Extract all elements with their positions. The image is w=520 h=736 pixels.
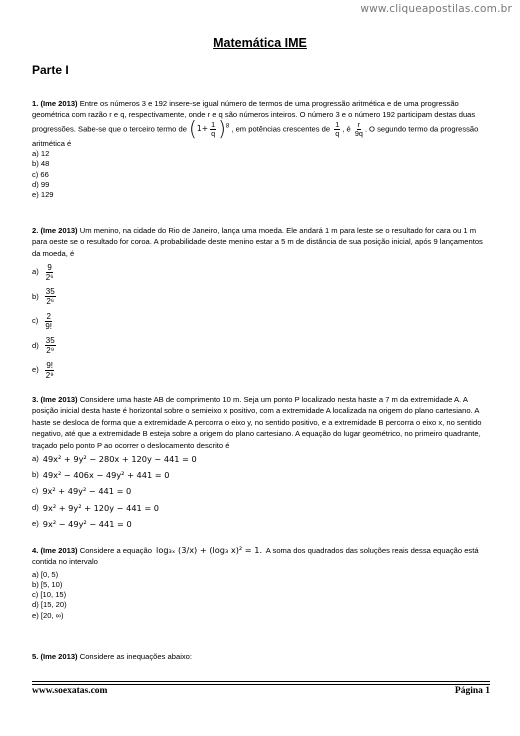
question-3-options	[32, 451, 492, 532]
option-c	[32, 309, 492, 334]
option-b	[32, 285, 492, 310]
footer-divider	[32, 681, 490, 682]
option-equation: 9x² + 49y² − 441 = 0	[42, 486, 132, 497]
option-letter: a)	[32, 454, 39, 464]
question-4-equation: log₃ₓ (3/x) + (log₃ x)² = 1.	[156, 545, 263, 555]
question-2-text: Um menino, na cidade do Rio de Janeiro, lança uma moeda. Ele andará 1 m para leste se o resultado for cara ou 1 m para oeste se o resultado for coroa. A probabilidade deste menino estar a 5 m de distância de sua posição inicial, após 9 lançamentos da moeda, é	[32, 226, 483, 258]
option-fraction: $\frac{35}{\text{2⁹}}$	[45, 336, 55, 356]
question-1-text: Entre os números 3 e 192 insere-se igual número de termos de uma progressão aritmética e de uma progressão geométrica com razão r e q, respectivamente, onde r e q são números inteiros. O número 3 e o número 192 participam destas duas progressões. Sabe-se que o terceiro termo de	[32, 99, 476, 134]
option-b	[32, 467, 492, 483]
question-3-label: 3. (Ime 2013)	[32, 395, 78, 404]
option-fraction: $\frac{9!}{\text{2⁹}}$	[45, 360, 54, 380]
option-letter: e)	[32, 518, 39, 528]
option-a	[32, 260, 492, 285]
question-1-fraction-1-over-q: $\frac{1}{q}$	[335, 119, 340, 138]
option-letter: b)	[32, 470, 39, 480]
option-d: d) [15, 20)	[32, 600, 67, 610]
option-letter: e)	[32, 365, 39, 375]
question-4-label: 4. (Ime 2013)	[32, 546, 78, 555]
question-5-label: 5. (Ime 2013)	[32, 652, 78, 661]
question-4-options	[32, 570, 492, 621]
question-2	[32, 225, 492, 383]
footer-divider-thin	[32, 684, 490, 685]
option-c	[32, 483, 492, 499]
option-fraction: $\frac{2}{9!}$	[45, 311, 52, 331]
footer-page-number: Página 1	[454, 686, 490, 696]
question-1	[32, 98, 492, 200]
option-d: d) 99	[32, 179, 50, 189]
option-letter: d)	[32, 502, 39, 512]
question-1-text-4: . O segundo termo da progressão aritmética é	[32, 124, 479, 148]
question-4	[32, 545, 492, 621]
question-2-label: 2. (Ime 2013)	[32, 226, 78, 235]
question-4-text-2: A soma dos quadrados das soluções reais dessa equação está contida no intervalo	[32, 546, 479, 567]
question-1-text-2: , em potências crescentes de	[231, 124, 331, 134]
option-d	[32, 334, 492, 359]
option-e: e) [20, ∞)	[32, 610, 64, 620]
option-letter: a)	[32, 267, 39, 277]
option-b: b) [5, 10)	[32, 580, 63, 590]
question-4-text: Considere a equação	[79, 546, 152, 555]
option-d	[32, 500, 492, 516]
part-heading: Parte I	[32, 63, 69, 77]
question-1-text-3: , é	[342, 124, 351, 134]
question-1-fraction-r-over-9q: $\frac{r}{9q}$	[354, 119, 363, 138]
question-3-text: Considere uma haste AB de comprimento 10 m. Seja um ponto P localizado nesta haste a 7 m da extremidade A. A posição inicial desta haste é horizontal sobre o semieixo x positivo, com a extremidade A localizada na origem do plano cartesiano. A haste se desloca de forma que a extremidade A percorra o eixo y, no sentido positivo, e a extremidade B percorra o eixo x, no sentido negativo, até que a extremidade B esteja sobre a origem do plano cartesiano. A equação do lugar geométrico, no primeiro quadrante, traçado pelo ponto P ao ocorrer o deslocamento descrito é	[32, 395, 482, 450]
option-e: e) 129	[32, 190, 54, 200]
option-b: b) 48	[32, 159, 50, 169]
option-letter: c)	[32, 486, 39, 496]
option-equation: 49x² − 406x − 49y² + 441 = 0	[42, 470, 170, 481]
option-equation: 9x² − 49y² − 441 = 0	[42, 518, 132, 529]
question-1-expression: (1+ $\frac{1}{q}$ )$^8$	[189, 116, 230, 141]
option-a: a) 12	[32, 149, 50, 159]
question-2-options	[32, 260, 492, 383]
question-5	[32, 651, 492, 662]
question-5-text: Considere as inequações abaixo:	[79, 652, 193, 661]
question-1-options	[32, 149, 492, 200]
watermark: www.cliqueapostilas.com.br	[360, 3, 512, 15]
option-letter: b)	[32, 291, 39, 301]
option-fraction: $\frac{9}{\text{2⁶}}$	[45, 262, 54, 282]
option-c: c) 66	[32, 169, 49, 179]
question-3	[32, 394, 492, 532]
footer-site: www.soexatas.com	[32, 686, 108, 696]
page-title: Matemática IME	[213, 36, 307, 50]
option-equation: 9x² + 9y² + 120y − 441 = 0	[42, 502, 160, 513]
option-e	[32, 358, 492, 383]
option-letter: d)	[32, 340, 39, 350]
option-a	[32, 451, 492, 467]
option-fraction: $\frac{35}{\text{2⁶}}$	[45, 287, 55, 307]
option-letter: c)	[32, 316, 39, 326]
option-e	[32, 516, 492, 532]
option-a: a) [0, 5)	[32, 569, 59, 579]
option-c: c) [10, 15)	[32, 590, 67, 600]
option-equation: 49x² + 9y² − 280x + 120y − 441 = 0	[42, 454, 197, 465]
question-1-label: 1. (Ime 2013)	[32, 99, 78, 108]
